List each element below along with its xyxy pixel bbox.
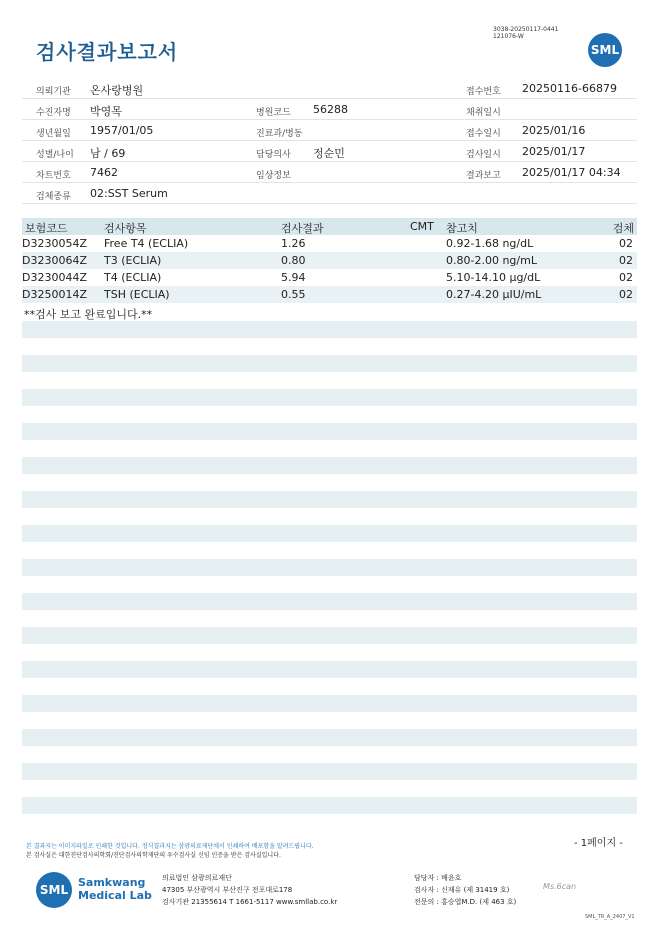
form-code: SML_TR_A_2407_V1 bbox=[585, 914, 635, 920]
sex-age-value: 남 / 69 bbox=[90, 147, 126, 160]
organization-contact: 검사기관 21355614 T 1661-5117 www.smllab.co.kr bbox=[162, 898, 338, 906]
report-complete-note: **검사 보고 완료입니다.** bbox=[24, 308, 153, 321]
receipt-no-value: 20250116-66879 bbox=[522, 82, 617, 95]
row-code: D3230064Z bbox=[22, 254, 87, 267]
hospital-code-label: 병원코드 bbox=[256, 108, 291, 118]
info-row bbox=[22, 141, 637, 162]
empty-row bbox=[22, 559, 637, 576]
staff-tester: 검사자 : 신재유 (제 31419 호) bbox=[414, 886, 510, 894]
row-specimen: 02 bbox=[619, 271, 633, 284]
col-ref: 참고치 bbox=[446, 222, 478, 235]
document-id bbox=[493, 26, 558, 40]
row-item: Free T4 (ECLIA) bbox=[104, 237, 189, 250]
sml-logo: SML bbox=[588, 33, 622, 67]
empty-row bbox=[22, 627, 637, 644]
brand-name bbox=[78, 876, 152, 902]
organization-info bbox=[162, 872, 337, 908]
results-table bbox=[22, 218, 637, 303]
row-item: T3 (ECLIA) bbox=[104, 254, 162, 267]
col-cmt: CMT bbox=[410, 220, 434, 233]
staff-info bbox=[414, 872, 516, 908]
brand-line2: Medical Lab bbox=[78, 889, 152, 902]
test-date-label: 검사일시 bbox=[466, 150, 501, 160]
empty-row bbox=[22, 525, 637, 542]
empty-row bbox=[22, 695, 637, 712]
col-result: 검사결과 bbox=[281, 222, 324, 235]
page-number: - 1페이지 - bbox=[574, 838, 623, 849]
hospital-label: 의뢰기관 bbox=[36, 87, 71, 97]
empty-row bbox=[22, 797, 637, 814]
row-result: 0.80 bbox=[281, 254, 306, 267]
patient-value: 박영목 bbox=[90, 105, 122, 118]
receipt-date-label: 접수일시 bbox=[466, 129, 501, 139]
dob-value: 1957/01/05 bbox=[90, 124, 154, 137]
patient-label: 수진자명 bbox=[36, 108, 71, 118]
info-row bbox=[22, 99, 637, 120]
empty-row bbox=[22, 321, 637, 338]
col-item: 검사항목 bbox=[104, 222, 147, 235]
report-date-label: 결과보고 bbox=[466, 171, 501, 181]
row-specimen: 02 bbox=[619, 288, 633, 301]
info-row bbox=[22, 120, 637, 141]
empty-row bbox=[22, 423, 637, 440]
empty-row bbox=[22, 491, 637, 508]
col-code: 보험코드 bbox=[25, 222, 68, 235]
table-row bbox=[22, 235, 637, 252]
doctor-label: 담당의사 bbox=[256, 150, 291, 160]
staff-manager: 담당자 : 배윤호 bbox=[414, 874, 462, 882]
receipt-date-value: 2025/01/16 bbox=[522, 124, 586, 137]
empty-row bbox=[22, 661, 637, 678]
row-result: 0.55 bbox=[281, 288, 306, 301]
row-ref: 0.92-1.68 ng/dL bbox=[446, 237, 534, 250]
signature: Ms.6can bbox=[543, 882, 577, 891]
chart-label: 차트번호 bbox=[36, 171, 71, 181]
row-ref: 0.27-4.20 µIU/mL bbox=[446, 288, 542, 301]
staff-specialist: 전문의 : 홍승엽M.D. (제 463 호) bbox=[414, 898, 517, 906]
row-specimen: 02 bbox=[619, 237, 633, 250]
empty-row bbox=[22, 593, 637, 610]
empty-row bbox=[22, 355, 637, 372]
row-item: T4 (ECLIA) bbox=[104, 271, 162, 284]
row-specimen: 02 bbox=[619, 254, 633, 267]
dob-label: 생년월일 bbox=[36, 129, 71, 139]
info-row bbox=[22, 183, 637, 204]
row-result: 1.26 bbox=[281, 237, 306, 250]
sex-age-label: 성별/나이 bbox=[36, 150, 74, 160]
table-row bbox=[22, 286, 637, 303]
row-code: D3230044Z bbox=[22, 271, 87, 284]
disclaimer-image: 본 결과지는 이미지파일로 인쇄한 것입니다. 정식결과지는 삼광의료재단에서 인쇄하여 배포함을 알려드립니다. bbox=[26, 843, 314, 850]
empty-row bbox=[22, 457, 637, 474]
document-id-line2: 121076-W bbox=[493, 33, 524, 40]
empty-row bbox=[22, 389, 637, 406]
collect-date-label: 채취일시 bbox=[466, 108, 501, 118]
clinical-label: 임상정보 bbox=[256, 171, 291, 181]
table-row bbox=[22, 252, 637, 269]
sml-footer-logo: SML bbox=[36, 872, 72, 908]
report-date-value: 2025/01/17 04:34 bbox=[522, 166, 621, 179]
hospital-code-value: 56288 bbox=[313, 103, 348, 116]
specimen-value: 02:SST Serum bbox=[90, 187, 168, 200]
row-result: 5.94 bbox=[281, 271, 306, 284]
table-row bbox=[22, 269, 637, 286]
info-row bbox=[22, 78, 637, 99]
specimen-label: 검체종류 bbox=[36, 192, 71, 202]
hospital-value: 온사랑병원 bbox=[90, 84, 144, 97]
row-ref: 5.10-14.10 µg/dL bbox=[446, 271, 541, 284]
receipt-no-label: 접수번호 bbox=[466, 87, 501, 97]
col-specimen: 검체 bbox=[612, 222, 634, 235]
organization-address: 47305 부산광역시 부산진구 전포대로178 bbox=[162, 886, 293, 894]
row-code: D3250014Z bbox=[22, 288, 87, 301]
page-title: 검사결과보고서 bbox=[36, 40, 179, 64]
dept-label: 진료과/병동 bbox=[256, 129, 303, 139]
row-ref: 0.80-2.00 ng/mL bbox=[446, 254, 537, 267]
patient-info bbox=[22, 78, 637, 204]
results-header bbox=[22, 218, 637, 235]
doctor-value: 정순민 bbox=[313, 147, 345, 160]
empty-row bbox=[22, 729, 637, 746]
document-id-line1: 3038-20250117-0441 bbox=[493, 26, 559, 33]
empty-row bbox=[22, 763, 637, 780]
row-code: D3230054Z bbox=[22, 237, 87, 250]
chart-value: 7462 bbox=[90, 166, 118, 179]
brand-line1: Samkwang bbox=[78, 876, 146, 889]
row-item: TSH (ECLIA) bbox=[104, 288, 170, 301]
info-row bbox=[22, 162, 637, 183]
test-date-value: 2025/01/17 bbox=[522, 145, 586, 158]
disclaimer-certification: 본 검사실은 대한진단검사의학회/진단검사의학재단의 우수검사실 신임 인증을 받은 검사실입니다. bbox=[26, 852, 281, 859]
organization-name: 의료법인 삼광의료재단 bbox=[162, 874, 232, 882]
